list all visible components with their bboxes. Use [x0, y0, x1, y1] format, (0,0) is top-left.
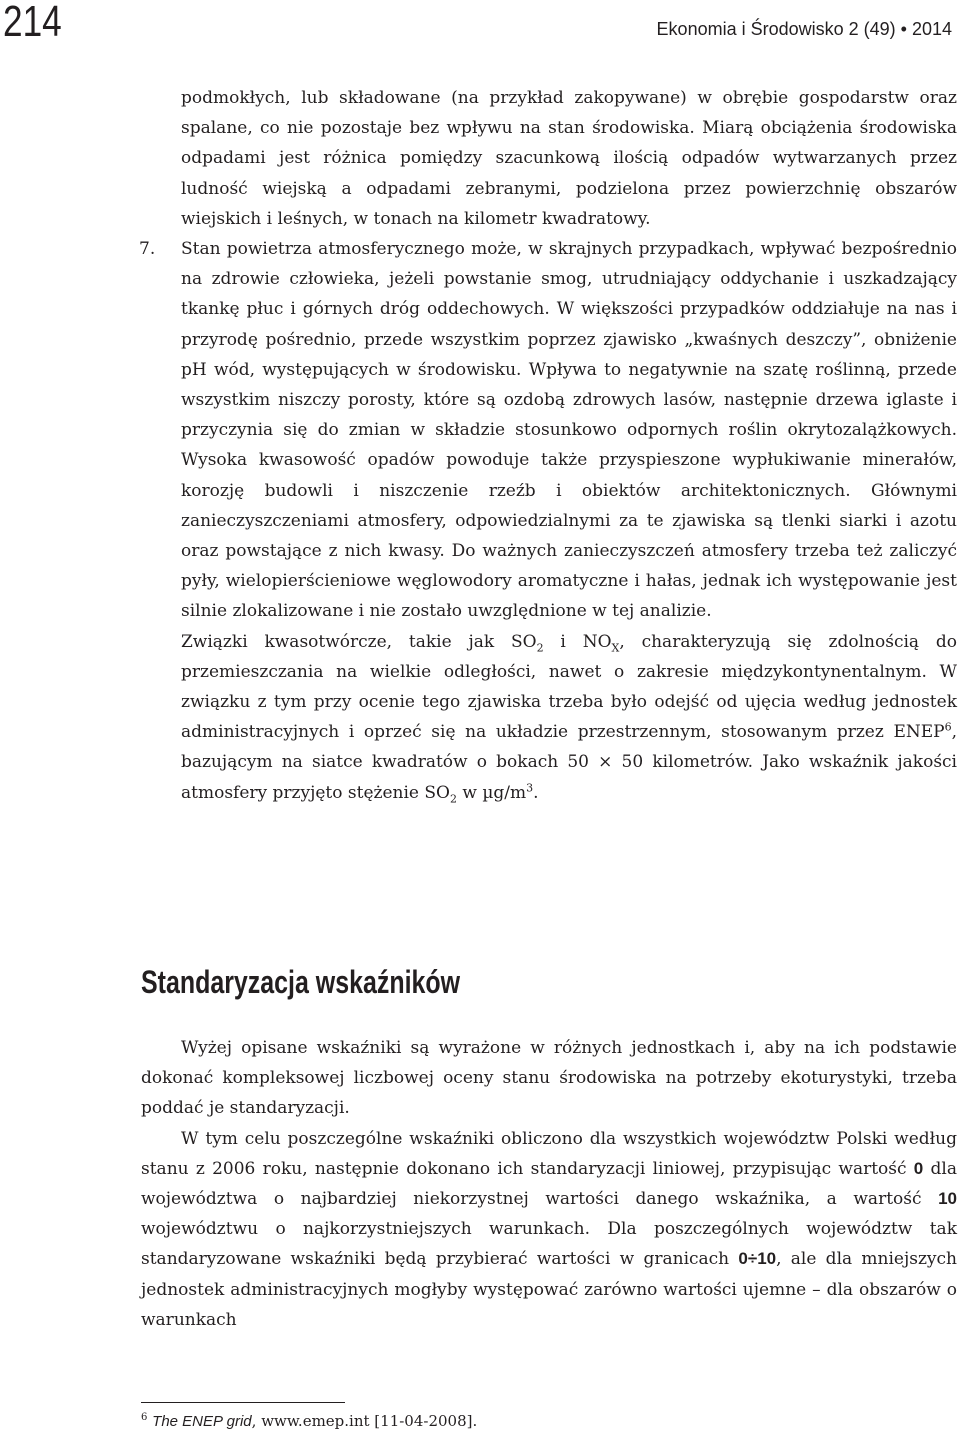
- section-p2-text-2: dla województwa o najbardziej niekorzystnej wartości danego wskaźnika, a wartość: [141, 1158, 957, 1210]
- section-paragraph-2: [141, 1124, 957, 1335]
- item7-p2-text-4: , bazującym na siatce kwadratów o bokach 50 × 50 kilometrów. Jako wskaźnik jakości atmosfery przyjęto stężenie SO: [181, 722, 957, 803]
- section-p2-text-4: , ale dla mniejszych jednostek administracyjnych mogłyby występować zarówno wartości ujemne – dla obszarów o warunkach: [141, 1249, 957, 1330]
- so2-subscript-2: 2: [449, 792, 457, 806]
- section-p2-text-1: W tym celu poszczególne wskaźniki obliczono dla wszystkich województw Polski według stanu z 2006 roku, następnie dokonano ich standaryzacji liniowej, przypisując wartość: [141, 1128, 957, 1179]
- item7-p2-text-2: i NO: [543, 631, 612, 652]
- footnote-reference: 6: [944, 720, 952, 734]
- list-marker-7: 7.: [139, 239, 156, 260]
- page-number: 214: [3, 0, 62, 46]
- item7-paragraph-1: Stan powietrza atmosferycznego może, w skrajnych przypadkach, wpływać bezpośrednio na zdrowie człowieka, jeżeli powstanie smog, utrudniający oddychanie i uszkadzający tkankę płuc i górnych dróg oddechowych. W większości przypadków oddziałuje na nas i przyrodę pośrednio, przede wszystkim poprzez zjawisko „kwaśnych deszczy”, obniżenie pH wód, występujących w środowisku. Wpływa to negatywnie na szatę roślinną, przede wszystkim niszczy porosty, które są ozdobą zdrowych lasów, następnie drzewa iglaste i przyczynia się do zmian w składzie stosunkowo odpornych roślin okrytozalążkowych. Wysoka kwasowość opadów powoduje także przyspieszone wypłukiwanie minerałów, korozję budowli i niszczenie rzeźb i obiektów architektonicznych. Głównymi zanieczyszczeniami atmosfery, odpowiedzialnymi za te zjawiska są tlenki siarki i azotu oraz powstające z nich kwasy. Do ważnych zanieczyszczeń atmosfery trzeba też zaliczyć pyły, wielopierścieniowe węglowodory aromatyczne i hałas, jednak ich występowanie jest silnie zlokalizowane i nie zostało uwzględnione w tej analizie.: [181, 239, 957, 622]
- footnote-text: , www.emep.int [11-04-2008].: [251, 1412, 478, 1430]
- section-paragraph-1: Wyżej opisane wskaźniki są wyrażone w różnych jednostkach i, aby na ich podstawie dokonać kompleksowej liczbowej oceny stanu środowiska na potrzeby ekoturystyki, trzeba poddać je standaryzacji.: [141, 1038, 957, 1119]
- item7-p2-text-6: .: [533, 782, 539, 803]
- so2-subscript: 2: [536, 641, 544, 655]
- footnote-title: The ENEP grid: [152, 1413, 252, 1430]
- item7-paragraph-2: [181, 627, 957, 808]
- footnote-divider: [141, 1402, 345, 1403]
- list-item-7: [139, 234, 957, 808]
- section-heading: Standaryzacja wskaźników: [141, 964, 461, 1000]
- footnote: [141, 1408, 477, 1435]
- section-body: [141, 1033, 957, 1335]
- value-ten: 10: [938, 1189, 957, 1209]
- footnote-marker: 6: [141, 1412, 148, 1423]
- item7-p2-text-3: , charakteryzują się zdolnością do przemieszczania na wielkie odległości, nawet o zakresie międzykontynentalnym. W związku z tym przy ocenie tego zjawiska trzeba było odejść od ujęcia według jednostek administracyjnych i oprzeć się na układzie przestrzennym, stosowanym przez ENEP: [181, 631, 957, 743]
- nox-subscript: X: [611, 641, 620, 655]
- running-header: Ekonomia i Środowisko 2 (49) • 2014: [656, 19, 952, 39]
- value-zero: 0: [913, 1158, 924, 1178]
- indicator-list: [139, 83, 957, 808]
- item7-p2-text-5: w µg/m: [456, 782, 527, 803]
- item7-p2-text-1: Związki kwasotwórcze, takie jak SO: [181, 631, 537, 652]
- value-range: 0÷10: [738, 1249, 777, 1269]
- cubic-superscript: 3: [526, 781, 534, 795]
- list-item-6-continuation: podmokłych, lub składowane (na przykład zakopywane) w obrębie gospodarstw oraz spalane, co nie pozostaje bez wpływu na stan środowiska. Miarą obciążenia środowiska odpadami jest różnica pomiędzy szacunkową ilością odpadów wytwarzanych przez ludność wiejską a odpadami zebranymi, podzielona przez powierzchnię obszarów wiejskich i leśnych, w tonach na kilometr kwadratowy.: [181, 88, 957, 229]
- section-p2-text-3: województwu o najkorzystniejszych warunkach. Dla poszczególnych województw tak standaryzowane wskaźniki będą przybierać wartości w granicach: [141, 1219, 957, 1270]
